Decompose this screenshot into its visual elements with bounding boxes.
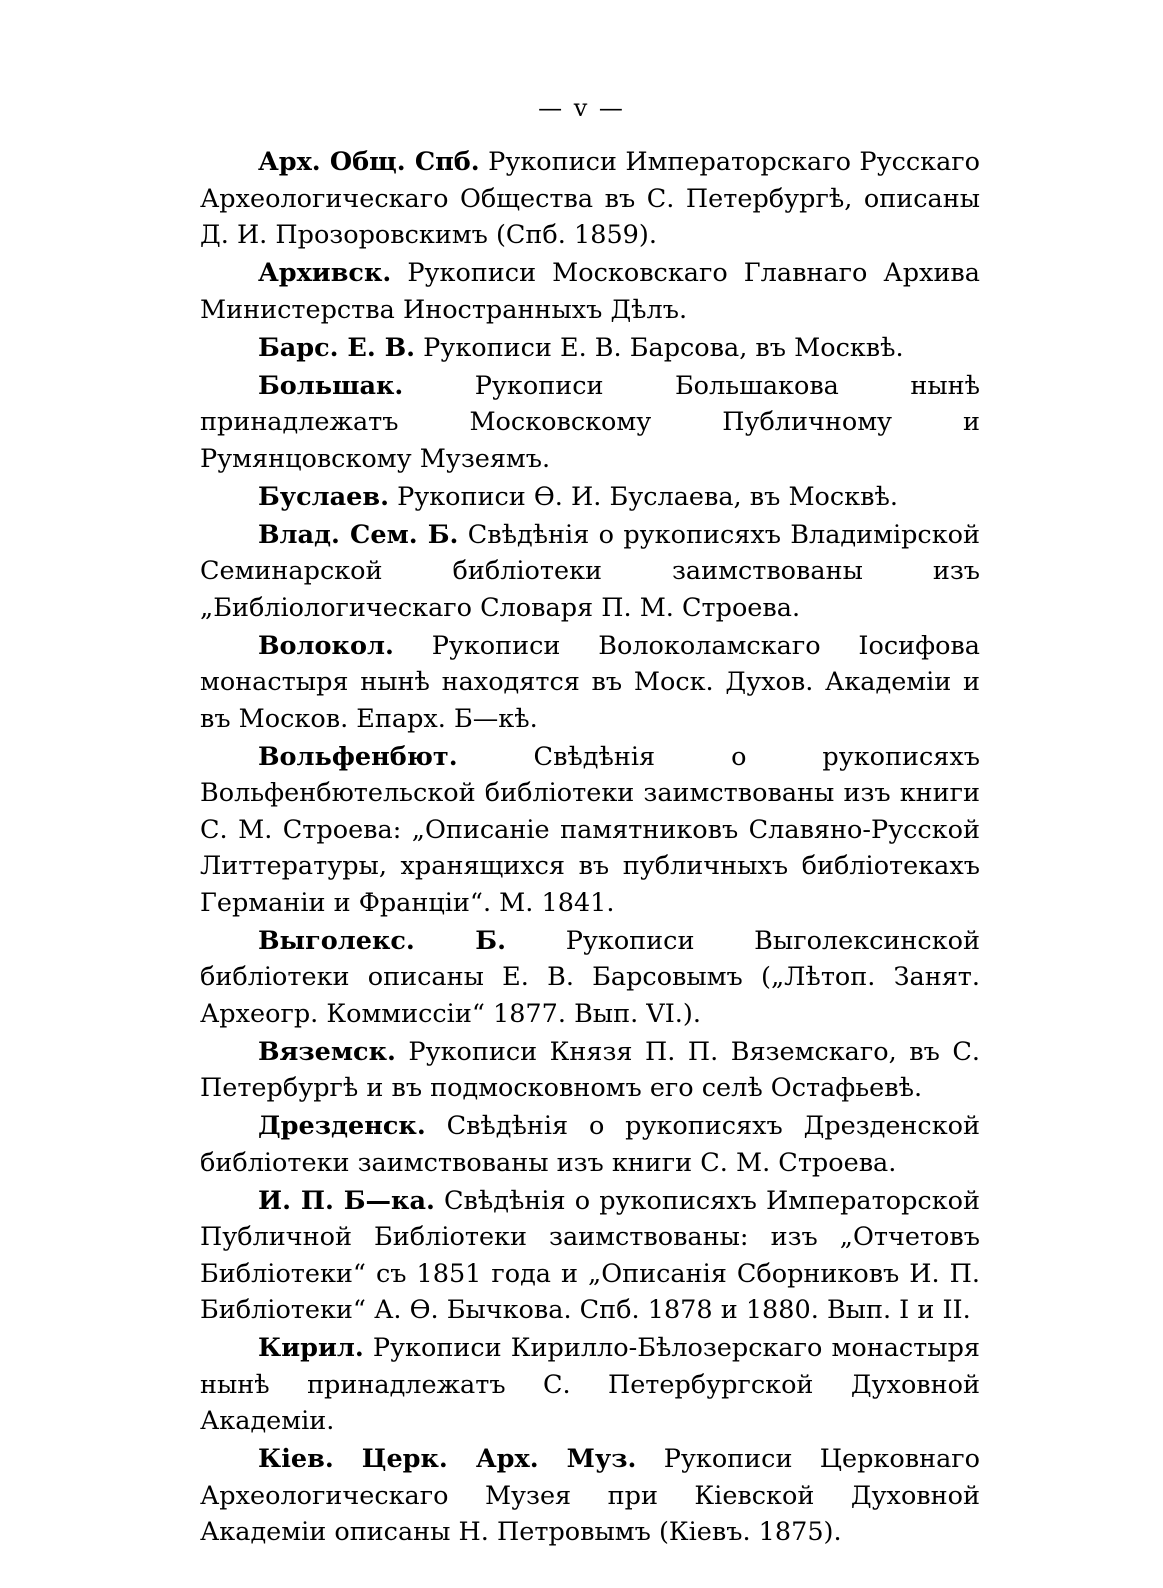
entry-abbreviation: Вольфенбют.: [258, 741, 458, 772]
entry-abbreviation: Арх. Общ. Спб.: [258, 147, 480, 177]
list-item: [200, 517, 980, 627]
entry-abbreviation: Архивск.: [258, 258, 392, 288]
list-item: [200, 628, 980, 738]
list-item: [200, 923, 980, 1033]
entry-abbreviation: Барс. Е. В.: [258, 332, 416, 363]
list-item: [200, 144, 980, 254]
list-item: [200, 255, 980, 328]
list-item: [200, 330, 980, 367]
list-item: [200, 1108, 980, 1181]
abbreviation-list: [200, 144, 980, 1552]
entry-description: Свѣдѣнія о рукописяхъ Владимірской Семинарской библіотеки заимствованы изъ „Библіологическаго Словаря П. М. Строева.: [200, 519, 980, 623]
list-item: [200, 1183, 980, 1329]
entry-abbreviation: Кіев. Церк. Арх. Муз.: [258, 1444, 637, 1474]
list-item: [200, 739, 980, 922]
entry-description: Рукописи Е. В. Барсова, въ Москвѣ.: [415, 332, 904, 363]
entry-description: Свѣдѣнія о рукописяхъ Дрезденской библіотеки заимствованы изъ книги С. М. Строева.: [200, 1111, 980, 1178]
entry-abbreviation: Буслаев.: [258, 481, 389, 512]
entry-abbreviation: Кирил.: [258, 1333, 364, 1363]
entry-abbreviation: Дрезденск.: [258, 1111, 426, 1141]
entry-description: Рукописи Московскаго Главнаго Архива Министерства Иностранныхъ Дѣлъ.: [200, 258, 980, 325]
entry-abbreviation: Выголекс. Б.: [258, 925, 506, 956]
entry-description: Рукописи Волоколамскаго Іосифова монастыря нынѣ находятся въ Моск. Духов. Академіи и въ Москов. Епарх. Б—кѣ.: [200, 630, 980, 734]
entry-description: Свѣдѣнія о рукописяхъ Вольфенбютельской библіотеки заимствованы изъ книги С. М. Строева: „Описаніе памятниковъ Славяно-Русской Литтературы, хранящихся въ публичныхъ библіотекахъ Германіи и Франціи“. М. 1841.: [200, 741, 980, 918]
list-item: [200, 1034, 980, 1107]
entry-description: Рукописи Кирилло-Бѣлозерскаго монастыря нынѣ принадлежатъ С. Петербургской Духовной Академіи.: [200, 1333, 980, 1436]
list-item: [200, 1441, 980, 1551]
list-item: [200, 479, 980, 516]
entry-abbreviation: Вяземск.: [258, 1036, 396, 1067]
entry-description: Рукописи Императорскаго Русскаго Археологическаго Общества въ С. Петербургѣ, описаны Д. И. Прозоровскимъ (Спб. 1859).: [200, 147, 980, 250]
entry-abbreviation: И. П. Б—ка.: [258, 1185, 435, 1216]
page-number: — v —: [538, 94, 625, 122]
list-item: [200, 1330, 980, 1440]
list-item: [200, 368, 980, 478]
entry-description: Рукописи Большакова нынѣ принадлежатъ Московскому Публичному и Румянцовскому Музеямъ.: [200, 370, 980, 474]
entry-description: Рукописи Ѳ. И. Буслаева, въ Москвѣ.: [388, 481, 898, 512]
entry-description: Свѣдѣнія о рукописяхъ Императорской Публичной Библіотеки заимствованы: изъ „Отчетовъ Библіотеки“ съ 1851 года и „Описанія Сборниковъ И. П. Библіотеки“ А. Ѳ. Бычкова. Спб. 1878 и 1880. Вып. I и II.: [200, 1185, 980, 1325]
entry-abbreviation: Влад. Сем. Б.: [258, 519, 459, 550]
entry-abbreviation: Большак.: [258, 370, 404, 401]
entry-abbreviation: Волокол.: [258, 630, 394, 661]
entry-description: Рукописи Князя П. П. Вяземскаго, въ С. Петербургѣ и въ подмосковномъ его селѣ Остафьевѣ.: [200, 1036, 980, 1103]
entry-description: Рукописи Церковнаго Археологическаго Музея при Кіевской Духовной Академіи описаны Н. Петровымъ (Кіевъ. 1875).: [200, 1444, 980, 1547]
entry-description: Рукописи Выголексинской библіотеки описаны Е. В. Барсовымъ („Лѣтоп. Занят. Археогр. Коммиссіи“ 1877. Вып. VI.).: [200, 925, 980, 1029]
